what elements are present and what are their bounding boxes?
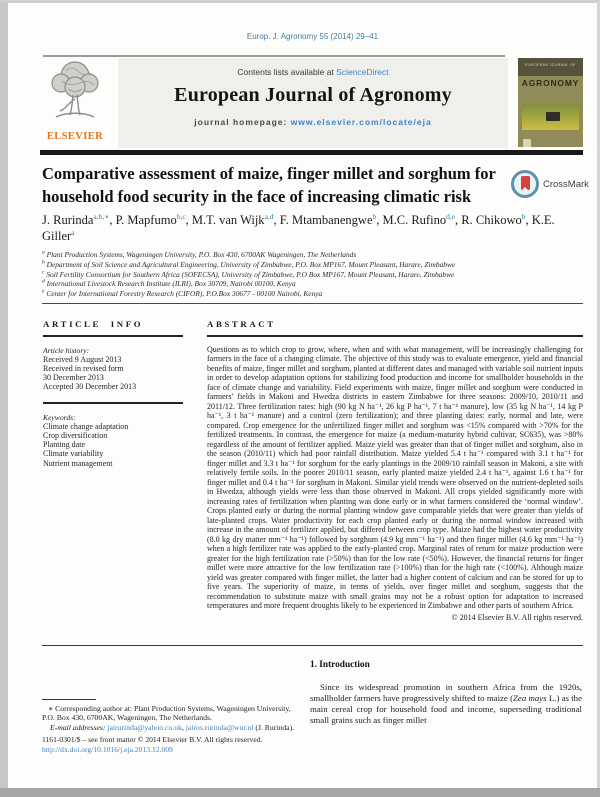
footnote-block [42, 699, 304, 732]
author [42, 213, 116, 227]
intro-text: L.) as the main cereal crop for household food and income, superseding traditional small grains such as finger millet [310, 693, 582, 725]
author-separator: , [273, 213, 280, 227]
species-name: Zea mays [513, 693, 547, 703]
journal-citation: Europ. J. Agronomy 55 (2014) 29–41 [246, 32, 379, 41]
cover-topline: EUROPEAN JOURNAL OF [518, 58, 583, 76]
affiliation-text: International Livestock Research Institute (ILRI), Box 30709, Nairobi 00100, Kenya [46, 279, 296, 289]
author-separator: , [109, 213, 116, 227]
affiliation-text: Center for International Forestry Research (CIFOR), P.O.Box 30677 - 00100 Nairobi, Kenya [46, 289, 323, 299]
author-name: K.E. Giller [42, 213, 555, 243]
homepage-link[interactable]: www.elsevier.com/locate/eja [290, 117, 432, 127]
keyword-item: Crop diversification [43, 431, 108, 441]
elsevier-wordmark: ELSEVIER [46, 131, 104, 142]
author-sup: a,b,∗ [93, 211, 110, 221]
contents-line-prefix: Contents lists available at [237, 67, 337, 77]
crossmark-bookmark-icon [521, 176, 530, 190]
abstract-text: Questions as to which crop to grow, where, when and with what management, will be increasingly challenging for farmers in the face of a changing climate. The objective of this study was to evaluate emergence, yield and financial benefits of maize, finger millet and sorghum, planted at different dates and managed with variable soil nutrient inputs in order to develop adaptation options for stabilizing food production and income for smallholder households in the face of climate change and variability. Field experiments with maize, finger millet and sorghum were conducted in farmers’ fields in Makoni and Hwedza districts in eastern Zimbabwe for three seasons: 2009/10, 2010/11 and 2011/12. Three fertilization rates: high (90 kg N ha⁻¹, 26 kg P ha⁻¹, 7 t ha⁻¹ manure), low (35 kg N ha⁻¹, 14 kg P ha⁻¹, 3 t ha⁻¹ manure) and a control (zero fertilization); and three planting dates: early, normal and late, were compared. Crop emergence for the unfertilized finger millet and sorghum was <15% compared with >70% for the fertilized treatments. In contrast, the emergence for maize (a medium-maturity hybrid cultivar, SC635), was >80% regardless of the amount of fertilizer applied. Maize yield was greater than that of finger millet and sorghum, also in the season (2010/11) which had poor rainfall distribution. Maize yielded 5.4 t ha⁻¹ compared with 3.1 t ha⁻¹ for finger millet and 3.3 t ha⁻¹ for sorghum for the early plantings in the 2009/10 rainfall season in Makoni, a site with relatively fertile soils. In the poorer 2010/11 season, early planted maize yielded 2.4 t ha⁻¹, against 1.6 t ha⁻¹ for finger millet and 0.4 t ha⁻¹ for sorghum in Makoni. Similar yield trends were observed on the nutrient-depleted soils in Hwedza, although yields were less than those observed in Makoni. All crops yielded significantly more with increasing rates of fertilization when planting was done early or in what farmers considered the ‘normal window’. Crops planted early or during the normal planting window gave comparable yields that were greater than yields of late-planted crops. Water productivity for each crop planted early or during the normal window increased with increase in the amount of fertilizer applied, but differed between crop type. Maize had the highest water productivity (8.0 kg dry matter mm⁻¹ ha⁻¹) followed by sorghum (4.9 kg mm⁻¹ ha⁻¹) and then finger millet (4.6 kg mm⁻¹ ha⁻¹) when a high fertilizer rate was applied to the early-planted crop. Marginal rates of return for maize production were greater for the high fertilization rate (>50%) than for the low rate (<50%). However, the financial returns for finger millet were more attractive for the low fertilization rate (>100%) than for the high rate (<100%). Although maize yield was greater compared with finger millet, the latter had a higher content of calcium and can be stored for up to five years. The superiority of maize, in terms of yields, over finger millet and sorghum, suggests that the recommendation to substitute maize with small grains may not be a robust option for adaptation to increased temperatures and more frequent droughts likely to be experienced in Zimbabwe and other parts of southern Africa. [207, 344, 583, 610]
article-info-heading: ARTICLE INFO [43, 319, 144, 329]
keyword-item: Planting date [43, 440, 85, 450]
affiliation-line [42, 270, 583, 280]
doi-link[interactable]: http://dx.doi.org/10.1016/j.eja.2013.12.009 [42, 744, 173, 754]
history-line: Accepted 30 December 2013 [43, 382, 137, 392]
abstract-copyright: © 2014 Elsevier B.V. All rights reserved. [451, 612, 583, 622]
crossmark-icon [511, 170, 539, 198]
footer-block [42, 735, 362, 754]
footnote-divider [42, 699, 96, 700]
affiliation-text: Department of Soil Science and Agricultural Engineering, University of Zimbabwe, P.O. Box MP167, Mount Pleasant, Harare, Zimbabwe [46, 259, 456, 269]
article-info-heading-rule [43, 335, 183, 337]
author [116, 213, 192, 227]
keyword-item: Climate variability [43, 449, 104, 459]
affiliation-line [42, 289, 583, 299]
elsevier-logo [38, 59, 112, 147]
email-link-1[interactable]: jairurinda@yahoo.co.uk [107, 722, 182, 732]
section-divider [42, 303, 583, 304]
introduction-heading: 1. Introduction [310, 660, 370, 670]
author-sup: b [372, 211, 377, 221]
email-line [42, 723, 304, 732]
issn-line: 1161-0301/$ – see front matter © 2014 Elsevier B.V. All rights reserved. [42, 735, 263, 744]
email-link-2[interactable]: jairos.rurinda@wur.nl [185, 722, 254, 732]
header-black-bar [40, 150, 583, 155]
cover-photo-detail [546, 112, 560, 121]
affiliation-label: c [42, 269, 45, 276]
author-sup: d,e [446, 211, 456, 221]
crossmark-label: CrossMark [543, 178, 589, 190]
author-separator: , [525, 213, 532, 227]
history-line: Received in revised form [43, 363, 124, 373]
homepage-label: journal homepage: [194, 117, 291, 127]
footnote-marker: ∗ [48, 704, 54, 713]
body-divider [42, 645, 583, 646]
affiliation-text: Plant Production Systems, Wageningen University, P.O. Box 430, 6700AK Wageningen, The Netherlands [46, 250, 357, 259]
author-name: R. Chikowo [461, 213, 522, 227]
history-line: Received 9 August 2013 [43, 354, 122, 364]
author-sup: a [71, 227, 75, 237]
author-name: F. Mtambanengwe [279, 213, 373, 227]
affiliation-line [42, 260, 583, 270]
affiliation-text: Soil Fertility Consortium for Southern Africa (SOFECSA), University of Zimbabwe, P.O Box MP167, Mount Pleasant, Harare, Zimbabwe [46, 269, 455, 279]
keywords-label: Keywords: [43, 412, 76, 422]
email-suffix: (J. Rurinda). [253, 722, 295, 732]
email-separator: , [181, 722, 186, 732]
affiliation-line [42, 250, 583, 260]
author-sup: b [521, 211, 526, 221]
intro-text: Since its widespread promotion in southern Africa from the 1920s, smallholder farmers have progressively shifted to maize ( [310, 682, 582, 703]
abstract-heading: ABSTRACT [207, 319, 276, 329]
crossmark-badge[interactable] [511, 170, 589, 198]
email-label: E-mail addresses: [50, 722, 108, 732]
scan-edge-bottom [0, 788, 600, 797]
author [280, 213, 383, 227]
journal-cover-thumbnail [518, 58, 583, 147]
author-separator: , [376, 213, 383, 227]
homepage-line [118, 117, 508, 127]
introduction-section [310, 660, 582, 726]
author-name: M.T. van Wijk [191, 213, 265, 227]
journal-banner [118, 58, 508, 148]
keywords-divider [43, 402, 183, 404]
affiliation-label: d [42, 278, 45, 285]
cover-publisher-mark [523, 139, 531, 147]
contents-line [118, 67, 508, 77]
cover-photo [522, 104, 579, 130]
author-name: J. Rurinda [42, 213, 94, 227]
author-name: M.C. Rufino [382, 213, 447, 227]
author-sup: a,d [264, 211, 274, 221]
author-sup: b,c [176, 211, 186, 221]
author-separator: , [455, 213, 462, 227]
abstract-column [207, 319, 583, 622]
journal-name: European Journal of Agronomy [174, 84, 452, 106]
affiliations [42, 250, 583, 299]
abstract-heading-rule [207, 335, 583, 337]
authors-line [42, 212, 570, 244]
author-separator: , [185, 213, 192, 227]
affiliation-label: a [42, 249, 45, 256]
author-name: P. Mapfumo [115, 213, 177, 227]
scan-edge-left [0, 0, 8, 797]
author [383, 213, 462, 227]
history-line: 30 December 2013 [43, 372, 104, 382]
elsevier-tree-icon [46, 59, 104, 125]
article-history-label: Article history: [43, 345, 90, 355]
article-info-column [43, 319, 183, 468]
keyword-item: Climate change adaptation [43, 421, 129, 431]
header-top-rule [43, 55, 505, 57]
author [461, 213, 531, 227]
sciencedirect-link[interactable]: ScienceDirect [336, 67, 389, 77]
footnote-text: Corresponding author at: Plant Production Systems, Wageningen University, P.O. Box 430, 6700AK, Wageningen, The Netherlands. [42, 704, 291, 723]
author [192, 213, 280, 227]
article-title: Comparative assessment of maize, finger millet and sorghum for household food security in the face of increasing climatic risk [42, 164, 496, 206]
affiliation-label: b [42, 259, 45, 266]
corresponding-author-note [42, 704, 304, 723]
affiliation-label: e [42, 288, 45, 295]
scan-edge-top [0, 0, 600, 3]
cover-title: AGRONOMY [521, 78, 580, 88]
introduction-paragraph [310, 682, 582, 726]
affiliation-line [42, 279, 583, 289]
keyword-item: Nutrient management [43, 458, 113, 468]
